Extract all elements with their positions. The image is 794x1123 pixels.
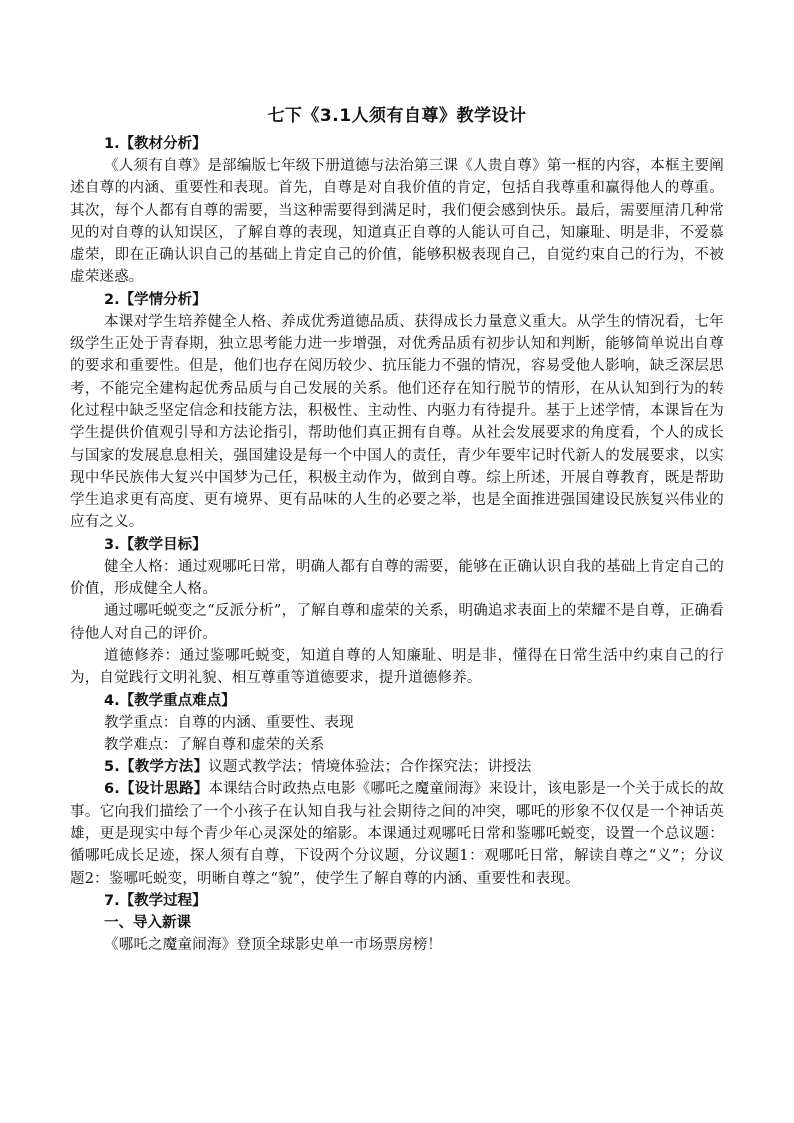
section-heading-design: 6.【设计思路】	[104, 781, 209, 798]
section-heading-students: 2.【学情分析】	[104, 291, 207, 308]
process-sub-heading: 一、导入新课	[104, 914, 191, 931]
teaching-methods-text: 议题式教学法；情境体验法；合作探究法；讲授法	[208, 759, 532, 776]
process-intro-text: 《哪吒之魔童闹海》登顶全球影史单一市场票房榜！	[104, 936, 443, 953]
design-idea-text: 本课结合时政热点电影《哪吒之魔童闹海》来设计，该电影是一个关于成长的故事。它向我们描绘了一个小孩子在认知自我与社会期待之间的冲突，哪吒的形象不仅仅是一个神话英雄，更是现实中每个青少年心灵深处的缩影。本课通过观哪吒日常和鉴哪吒蜕变，设置一个总议题：循哪吒成长足迹，探人须有自尊，下设两个分议题，分议题1：观哪吒日常，解读自尊之“义”；分议题2：鉴哪吒蜕变，明晰自尊之“貌”，使学生了解自尊的内涵、重要性和表现。	[70, 781, 724, 887]
objective-item: 健全人格：通过观哪吒日常，明确人都有自尊的需要，能够在正确认识自我的基础上肯定自己的价值，形成健全人格。	[70, 558, 724, 598]
document-title: 七下《3.1人须有自尊》教学设计	[267, 106, 527, 126]
teaching-difficult-point: 教学难点：了解自尊和虚荣的关系	[104, 736, 325, 753]
section-heading-textbook: 1.【教材分析】	[104, 136, 207, 152]
objective-item: 道德修养：通过鉴哪吒蜕变，知道自尊的人知廉耻、明是非，懂得在日常生活中约束自己的行为，自觉践行文明礼貌、相互尊重等道德要求，提升道德修养。	[70, 647, 724, 687]
section-heading-keypoints: 4.【教学重点难点】	[104, 692, 236, 709]
section-heading-methods: 5.【教学方法】	[104, 759, 209, 776]
teaching-key-point: 教学重点：自尊的内涵、重要性、表现	[104, 714, 354, 731]
document-page	[70, 103, 724, 956]
objective-item: 通过哪吒蜕变之“反派分析”，了解自尊和虚荣的关系，明确追求表面上的荣耀不是自尊，正确看待他人对自己的评价。	[70, 603, 724, 642]
textbook-analysis-paragraph: 《人须有自尊》是部编版七年级下册道德与法治第三课《人贵自尊》第一框的内容，本框主要阐述自尊的内涵、重要性和表现。首先，自尊是对自我价值的肯定，包括自我尊重和赢得他人的尊重。其次，每个人都有自尊的需要，当这种需要得到满足时，我们便会感到快乐。最后，需要厘清几种常见的对自尊的认知误区，了解自尊的表现，知道真正自尊的人能认可自己，知廉耻、明是非，不爱慕虚荣，即在正确认识自己的基础上肯定自己的价值，能够积极表现自己，自觉约束自己的行为，不被虚荣迷惑。	[70, 158, 724, 286]
section-heading-objectives: 3.【教学目标】	[104, 536, 207, 553]
student-analysis-paragraph: 本课对学生培养健全人格、养成优秀道德品质、获得成长力量意义重大。从学生的情况看，七年级学生正处于青春期，独立思考能力进一步增强，对优秀品质有初步认知和判断，能够简单说出自尊的要求和重要性。但是，他们也存在阅历较少、抗压能力不强的情况，容易受他人影响，缺乏深层思考，不能完全建构起优秀品质与自己发展的关系。他们还存在知行脱节的情形，在从认知到行为的转化过程中缺乏坚定信念和技能方法，积极性、主动性、内驱力有待提升。基于上述学情，本课旨在为学生提供价值观引导和方法论指引，帮助他们真正拥有自尊。从社会发展要求的角度看，个人的成长与国家的发展息息相关，强国建设是每一个中国人的责任，青少年要牢记时代新人的发展要求，以实现中华民族伟大复兴中国梦为己任，积极主动作为，做到自尊。综上所述，开展自尊教育，既是帮助学生追求更有高度、更有境界、更有品味的人生的必要之举，也是全面推进强国建设民族复兴伟业的应有之义。	[70, 313, 724, 531]
teaching-methods-line	[70, 756, 724, 778]
design-idea-paragraph	[70, 778, 724, 889]
section-heading-process: 7.【教学过程】	[104, 892, 207, 909]
